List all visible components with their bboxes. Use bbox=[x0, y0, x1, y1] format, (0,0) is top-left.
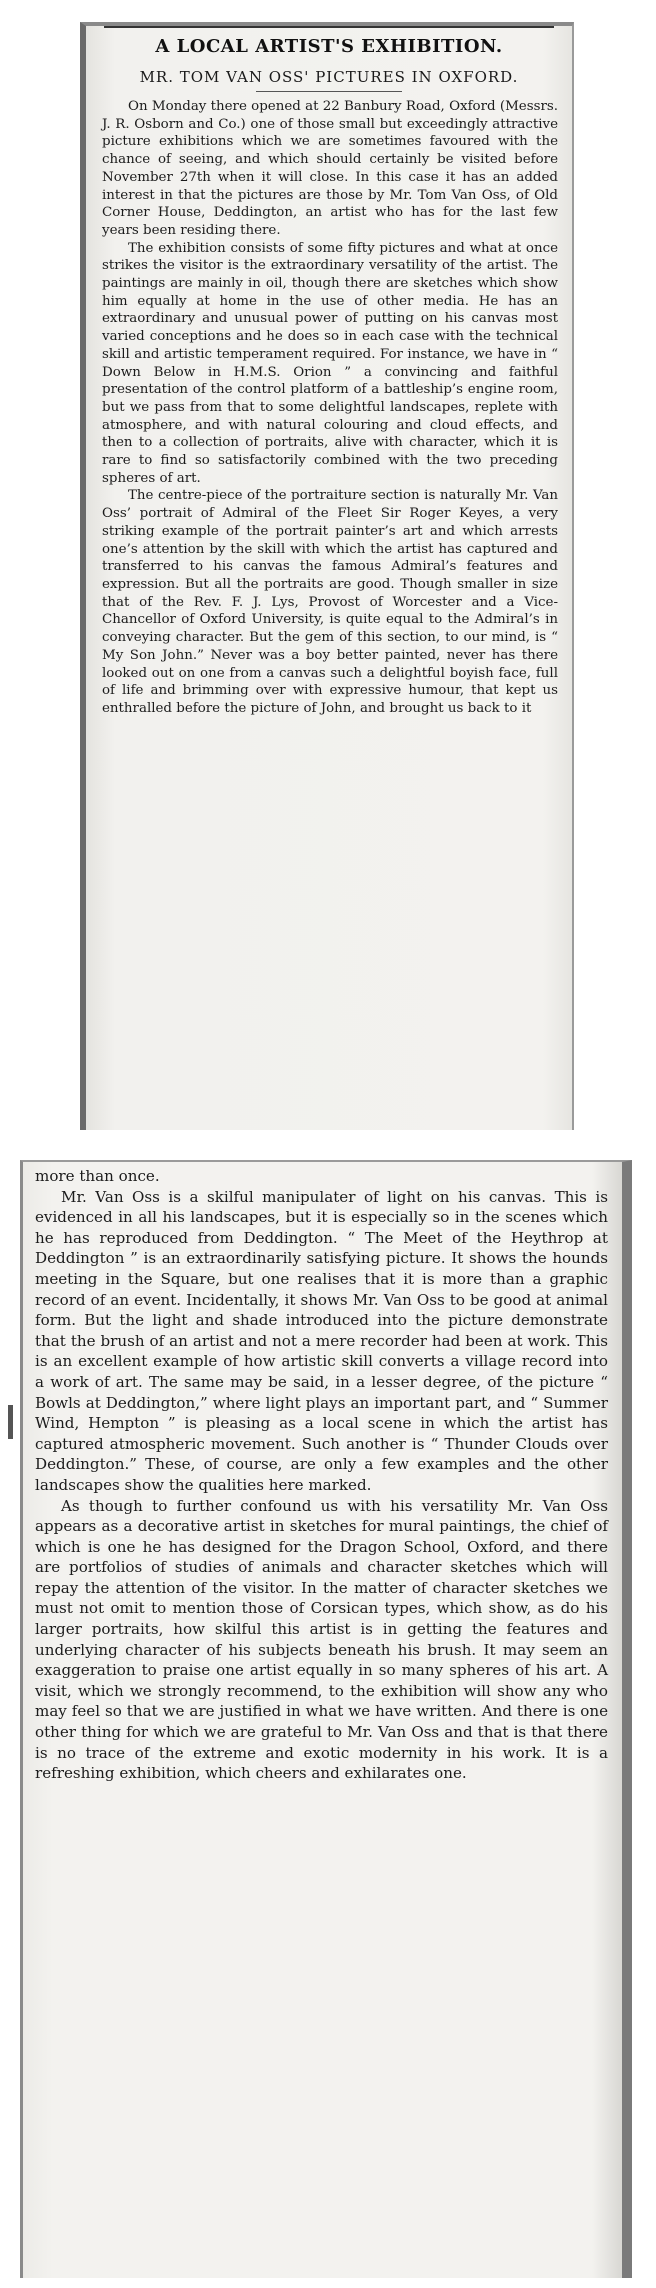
paragraph: As though to further confound us with his versatility Mr. Van Oss appears as a decorative artist in sketches for mural paintings, the chief of which is one he has designed for the Dragon School, Oxford, and there are portfolios of studies of animals and character sketches which will repay the attention of the visitor. In the matter of character sketches we must not omit to mention those of Corsican types, which show, as do his larger portraits, how skilful this artist is in getting the features and underlying character of his subjects beneath his brush. It may seem an exaggeration to praise one artist equally in so many spheres of his art. A visit, which we strongly recommend, to the exhibition will show any who may feel so that we are justified in what we have written. And there is one other thing for which we are grateful to Mr. Van Oss and that is that there is no trace of the extreme and exotic modernity in his work. It is a refreshing exhibition, which cheers and exhilarates one. bbox=[35, 1496, 608, 1783]
paragraph: The exhibition consists of some fifty pictures and what at once strikes the visitor is the extraordinary versatility of the artist. The paintings are mainly in oil, though there are sketches which show him equally at home in the use of other media. He has an extraordinary and unusual power of putting on his canvas most varied conceptions and he does so in each case with the technical skill and artistic temperament required. For instance, we have in “ Down Below in H.M.S. Orion ” a convincing and faithful presentation of the control platform of a battleship’s engine room, but we pass from that to some delightful landscapes, replete with atmosphere, and with natural colouring and cloud effects, and then to a collection of portraits, alive with character, which it is rare to find so satisfactorily combined with the two preceding spheres of art. bbox=[102, 240, 558, 486]
column-1-body bbox=[86, 98, 572, 718]
column-2-body bbox=[23, 1162, 622, 1784]
paragraph: more than once. bbox=[35, 1167, 160, 1185]
scan-edge-mark bbox=[8, 1405, 13, 1439]
clipping-part-2 bbox=[20, 1160, 632, 2278]
header-divider bbox=[256, 91, 402, 92]
paragraph: On Monday there opened at 22 Banbury Road, Oxford (Messrs. J. R. Osborn and Co.) one of those small but exceedingly attractive picture exhibitions which we are sometimes favoured with the chance of seeing, and which should certainly be visited before November 27th when it will close. In this case it has an added interest in that the pictures are those by Mr. Tom Van Oss, of Old Corner House, Deddington, an artist who has for the last few years been residing there. bbox=[102, 99, 558, 238]
clipping-part-1 bbox=[80, 22, 574, 1130]
paragraph: Mr. Van Oss is a skilful manipulater of light on his canvas. This is evidenced in all his landscapes, but it is especially so in the scenes which he has reproduced from Deddington. “ The Meet of the Heythrop at Deddington ” is an extraordinarily satisfying picture. It shows the hounds meeting in the Square, but one realises that it is more than a graphic record of an event. Incidentally, it shows Mr. Van Oss to be good at animal form. But the light and shade introduced into the picture demonstrate that the brush of an artist and not a mere recorder had been at work. This is an excellent example of how artistic skill converts a village record into a work of art. The same may be said, in a lesser degree, of the picture “ Bowls at Deddington,” where light plays an important part, and “ Summer Wind, Hempton ” is pleasing as a local scene in which the artist has captured atmospheric movement. Such another is “ Thunder Clouds over Deddington.” These, of course, are only a few examples and the other landscapes show the qualities here marked. bbox=[35, 1187, 608, 1494]
article-headline: A LOCAL ARTIST'S EXHIBITION. bbox=[155, 36, 503, 57]
paragraph: The centre-piece of the portraiture section is naturally Mr. Van Oss’ portrait of Admiral of the Fleet Sir Roger Keyes, a very striking example of the portrait painter’s art and which arrests one’s attention by the skill with which the artist has captured and transferred to his canvas the famous Admiral’s features and expression. But all the portraits are good. Though smaller in size that of the Rev. F. J. Lys, Provost of Worcester and a Vice-Chancellor of Oxford University, is quite equal to the Admiral’s in conveying character. But the gem of this section, to our mind, is “ My Son John.” Never was a boy better painted, never has there looked out on one from a canvas such a delightful boyish face, full of life and brimming over with expressive humour, that kept us enthralled before the picture of John, and brought us back to it bbox=[102, 488, 558, 716]
article-subheadline: MR. TOM VAN OSS' PICTURES IN OXFORD. bbox=[139, 68, 519, 86]
top-rule bbox=[104, 26, 554, 28]
